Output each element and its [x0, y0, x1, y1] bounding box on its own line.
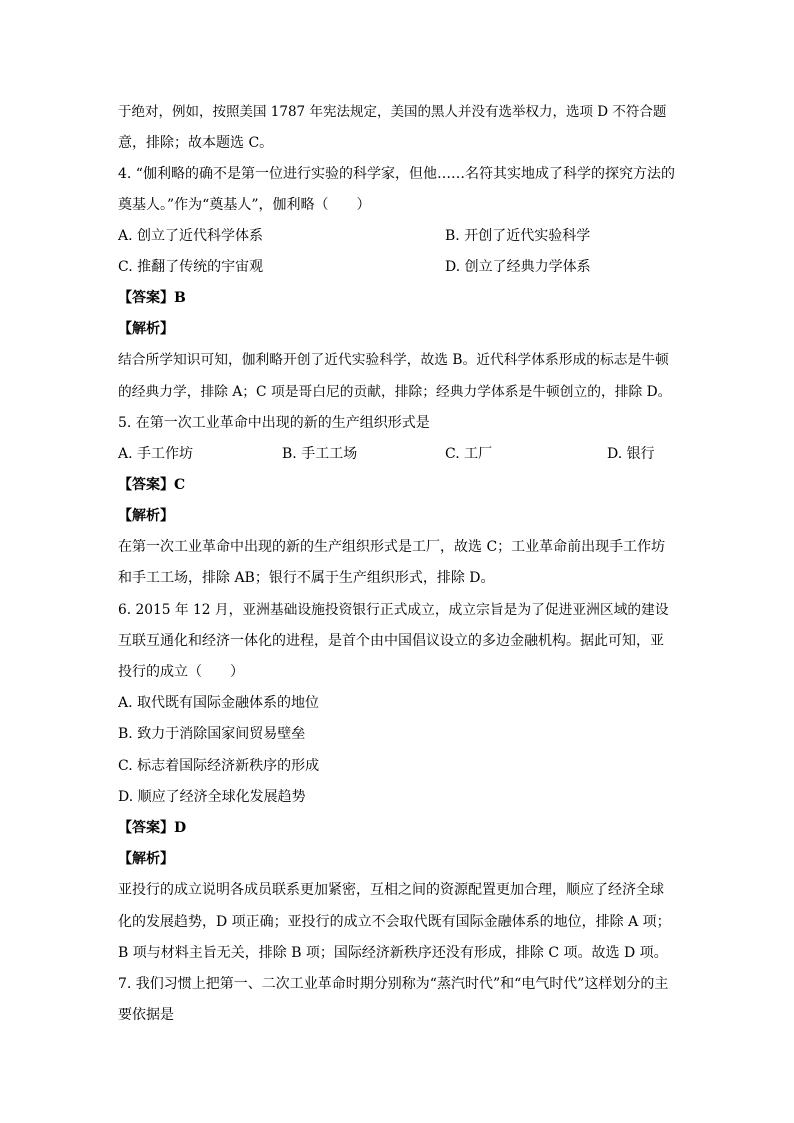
q6-analysis-label: 【解析】	[118, 851, 174, 867]
q4-option-a: A. 创立了近代科学体系	[118, 228, 264, 244]
q4-analysis-line-2: 的经典力学，排除 A；C 项是哥白尼的贡献，排除；经典力学体系是牛顿创立的，排除 D。	[118, 384, 672, 400]
prev-analysis-line-1: 于绝对，例如，按照美国 1787 年宪法规定，美国的黑人并没有选举权力，选项 D 不符合题	[118, 104, 667, 120]
q5-option-c: C. 工厂	[445, 446, 493, 462]
q6-stem-line-1: 6. 2015 年 12 月，亚洲基础设施投资银行正式成立，成立宗旨是为了促进亚洲区域的建设	[118, 602, 669, 618]
q4-stem-line-1: 4. “伽利略的确不是第一位进行实验的科学家，但他……名符其实地成了科学的探究方法的	[118, 166, 675, 182]
q6-stem-line-3: 投行的成立（ ）	[118, 664, 244, 680]
q6-option-d: D. 顺应了经济全球化发展趋势	[118, 789, 306, 805]
q6-option-b: B. 致力于消除国家间贸易壁垒	[118, 726, 306, 742]
q6-option-c: C. 标志着国际经济新秩序的形成	[118, 758, 320, 774]
q6-analysis-line-2: 化的发展趋势，D 项正确；亚投行的成立不会取代既有国际金融体系的地位，排除 A 项；	[118, 914, 671, 930]
q5-analysis-label: 【解析】	[118, 508, 174, 524]
q5-option-b: B. 手工工场	[282, 446, 358, 462]
q6-option-a: A. 取代既有国际金融体系的地位	[118, 695, 320, 711]
q7-stem-line-1: 7. 我们习惯上把第一、二次工业革命时期分别称为“蒸汽时代”和“电气时代”这样划分的主	[118, 976, 669, 992]
q5-answer: 【答案】C	[118, 477, 186, 493]
q4-option-d: D. 创立了经典力学体系	[445, 259, 591, 275]
q6-analysis-line-1: 亚投行的成立说明各成员联系更加紧密，互相之间的资源配置更加合理，顺应了经济全球	[118, 882, 664, 898]
prev-analysis-line-2: 意，排除；故本题选 C。	[118, 135, 274, 151]
q4-option-b: B. 开创了近代实验科学	[445, 228, 591, 244]
q5-stem-line-1: 5. 在第一次工业革命中出现的新的生产组织形式是	[118, 415, 430, 431]
q4-option-c: C. 推翻了传统的宇宙观	[118, 259, 264, 275]
q7-stem-line-2: 要依据是	[118, 1007, 174, 1023]
q4-analysis-label: 【解析】	[118, 321, 174, 337]
q4-stem-line-2: 奠基人。”作为“奠基人”，伽利略（ ）	[118, 197, 371, 213]
q4-analysis-line-1: 结合所学知识可知，伽利略开创了近代实验科学，故选 B。近代科学体系形成的标志是牛顿	[118, 352, 669, 368]
q6-stem-line-2: 互联互通化和经济一体化的进程，是首个由中国倡议设立的多边金融机构。据此可知，亚	[118, 633, 664, 649]
q6-answer: 【答案】D	[118, 820, 187, 836]
q5-option-d: D. 银行	[607, 446, 655, 462]
q5-option-a: A. 手工作坊	[118, 446, 194, 462]
q4-answer: 【答案】B	[118, 290, 186, 306]
q5-analysis-line-1: 在第一次工业革命中出现的新的生产组织形式是工厂，故选 C；工业革命前出现手工作坊	[118, 539, 666, 555]
q6-analysis-line-3: B 项与材料主旨无关，排除 B 项；国际经济新秩序还没有形成，排除 C 项。故选 D 项。	[118, 945, 668, 961]
q5-analysis-line-2: 和手工工场，排除 AB；银行不属于生产组织形式，排除 D。	[118, 570, 495, 586]
